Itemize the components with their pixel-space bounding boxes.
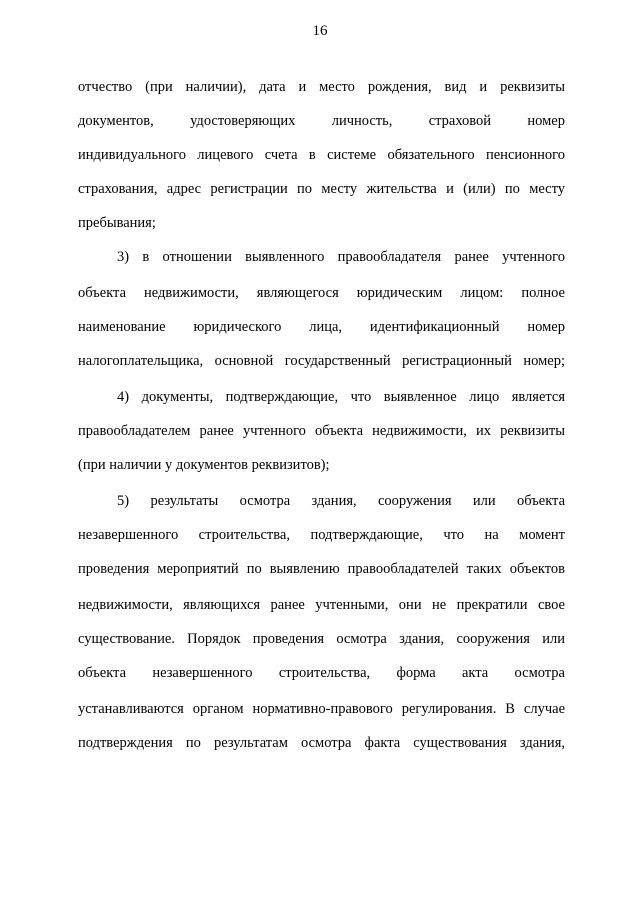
- text-line: проведения мероприятий по выявлению правообладателей таких объектов: [78, 561, 565, 577]
- text-line: подтверждения по результатам осмотра факта существования здания,: [78, 735, 565, 751]
- text-line: объекта недвижимости, являющегося юридическим лицом: полное: [78, 285, 565, 301]
- paragraph-first-line: 5) результаты осмотра здания, сооружения или объекта: [117, 493, 565, 509]
- page-number: 16: [312, 23, 328, 39]
- text-line: недвижимости, являющихся ранее учтенными, они не прекратили свое: [78, 597, 565, 613]
- text-line: существование. Порядок проведения осмотра здания, сооружения или: [78, 631, 565, 647]
- text-line: незавершенного строительства, подтверждающие, что на момент: [78, 527, 565, 543]
- text-line: налогоплательщика, основной государственный регистрационный номер;: [78, 353, 565, 369]
- paragraph-first-line: 4) документы, подтверждающие, что выявленное лицо является: [117, 389, 565, 405]
- text-line: пребывания;: [78, 215, 156, 231]
- text-line: индивидуального лицевого счета в системе обязательного пенсионного: [78, 147, 565, 163]
- text-line: правообладателем ранее учтенного объекта недвижимости, их реквизиты: [78, 423, 565, 439]
- text-line: отчество (при наличии), дата и место рождения, вид и реквизиты: [78, 79, 565, 95]
- text-line: страхования, адрес регистрации по месту жительства и (или) по месту: [78, 181, 565, 197]
- text-line: документов, удостоверяющих личность, страховой номер: [78, 113, 565, 129]
- text-line: устанавливаются органом нормативно-правового регулирования. В случае: [78, 701, 565, 717]
- text-line: наименование юридического лица, идентификационный номер: [78, 319, 565, 335]
- paragraph-first-line: 3) в отношении выявленного правообладателя ранее учтенного: [117, 249, 565, 265]
- text-line: объекта незавершенного строительства, форма акта осмотра: [78, 665, 565, 681]
- text-line: (при наличии у документов реквизитов);: [78, 457, 330, 473]
